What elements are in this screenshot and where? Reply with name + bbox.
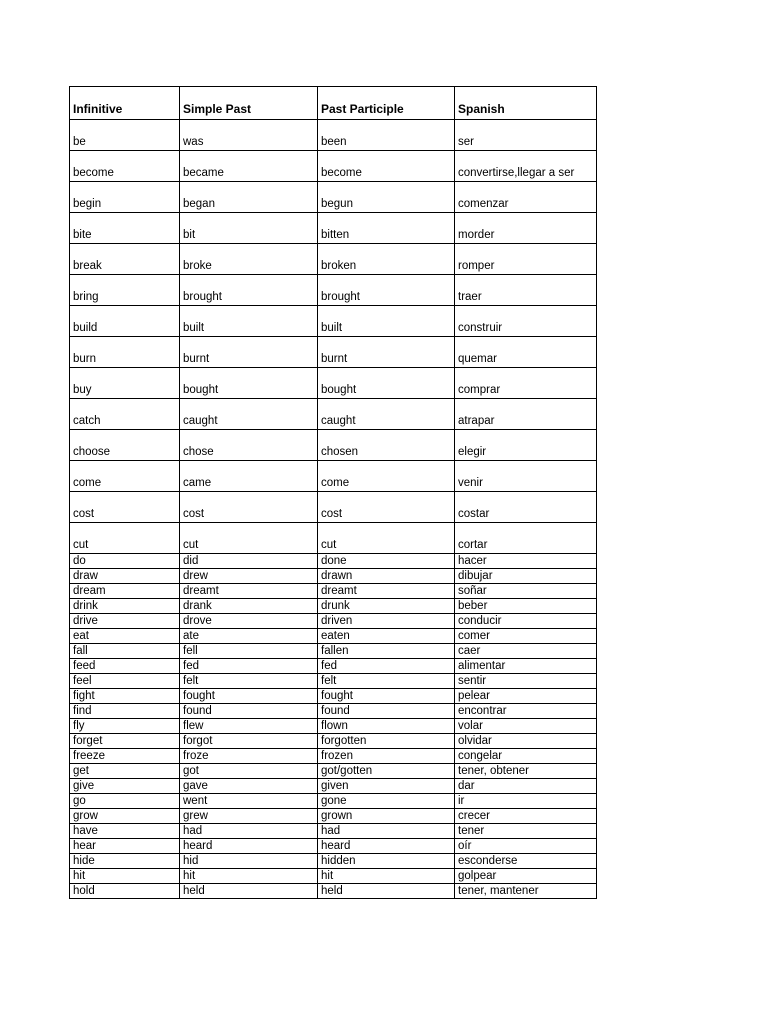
simple-past-cell: began [180, 182, 318, 213]
simple-past-cell: dreamt [180, 584, 318, 599]
spanish-cell: convertirse,llegar a ser [455, 151, 597, 182]
spanish-cell: esconderse [455, 854, 597, 869]
table-row [70, 629, 597, 644]
spanish-cell: tener, obtener [455, 764, 597, 779]
spanish-cell: comer [455, 629, 597, 644]
infinitive-cell: forget [70, 734, 180, 749]
infinitive-cell: break [70, 244, 180, 275]
spanish-cell: ser [455, 120, 597, 151]
spanish-cell: comenzar [455, 182, 597, 213]
past-participle-cell: broken [318, 244, 455, 275]
table-row [70, 794, 597, 809]
simple-past-cell: chose [180, 430, 318, 461]
simple-past-cell: was [180, 120, 318, 151]
spanish-cell: ir [455, 794, 597, 809]
past-participle-cell: grown [318, 809, 455, 824]
infinitive-cell: bite [70, 213, 180, 244]
infinitive-cell: do [70, 554, 180, 569]
spanish-cell: golpear [455, 869, 597, 884]
past-participle-cell: done [318, 554, 455, 569]
infinitive-cell: have [70, 824, 180, 839]
table-row [70, 824, 597, 839]
infinitive-cell: hear [70, 839, 180, 854]
past-participle-cell: chosen [318, 430, 455, 461]
past-participle-cell: cut [318, 523, 455, 554]
infinitive-cell: burn [70, 337, 180, 368]
past-participle-cell: had [318, 824, 455, 839]
table-row [70, 644, 597, 659]
infinitive-cell: cut [70, 523, 180, 554]
table-row [70, 614, 597, 629]
infinitive-cell: eat [70, 629, 180, 644]
infinitive-cell: become [70, 151, 180, 182]
table-row [70, 704, 597, 719]
infinitive-cell: give [70, 779, 180, 794]
table-row [70, 492, 597, 523]
infinitive-cell: cost [70, 492, 180, 523]
simple-past-cell: ate [180, 629, 318, 644]
table-row [70, 569, 597, 584]
simple-past-cell: fed [180, 659, 318, 674]
past-participle-cell: fallen [318, 644, 455, 659]
simple-past-cell: cost [180, 492, 318, 523]
spanish-cell: conducir [455, 614, 597, 629]
past-participle-cell: begun [318, 182, 455, 213]
past-participle-cell: been [318, 120, 455, 151]
infinitive-cell: buy [70, 368, 180, 399]
past-participle-cell: given [318, 779, 455, 794]
table-row [70, 749, 597, 764]
verb-table [69, 86, 597, 899]
simple-past-cell: built [180, 306, 318, 337]
infinitive-cell: fight [70, 689, 180, 704]
spanish-cell: venir [455, 461, 597, 492]
simple-past-cell: found [180, 704, 318, 719]
spanish-cell: romper [455, 244, 597, 275]
table-row [70, 599, 597, 614]
spanish-cell: olvidar [455, 734, 597, 749]
spanish-cell: atrapar [455, 399, 597, 430]
past-participle-cell: caught [318, 399, 455, 430]
table-row [70, 120, 597, 151]
infinitive-cell: freeze [70, 749, 180, 764]
table-row [70, 809, 597, 824]
past-participle-cell: heard [318, 839, 455, 854]
spanish-cell: encontrar [455, 704, 597, 719]
past-participle-cell: burnt [318, 337, 455, 368]
table-row [70, 839, 597, 854]
infinitive-cell: drink [70, 599, 180, 614]
spanish-cell: elegir [455, 430, 597, 461]
table-header [70, 87, 597, 120]
spanish-cell: tener, mantener [455, 884, 597, 899]
spanish-cell: caer [455, 644, 597, 659]
simple-past-cell: came [180, 461, 318, 492]
table-row [70, 779, 597, 794]
simple-past-cell: got [180, 764, 318, 779]
table-row [70, 689, 597, 704]
simple-past-cell: hid [180, 854, 318, 869]
header-spanish: Spanish [455, 87, 597, 120]
header-simple-past: Simple Past [180, 87, 318, 120]
infinitive-cell: hold [70, 884, 180, 899]
past-participle-cell: drawn [318, 569, 455, 584]
table-row [70, 430, 597, 461]
table-row [70, 764, 597, 779]
infinitive-cell: come [70, 461, 180, 492]
header-infinitive: Infinitive [70, 87, 180, 120]
table-row [70, 869, 597, 884]
past-participle-cell: found [318, 704, 455, 719]
simple-past-cell: heard [180, 839, 318, 854]
infinitive-cell: catch [70, 399, 180, 430]
past-participle-cell: hit [318, 869, 455, 884]
infinitive-cell: find [70, 704, 180, 719]
simple-past-cell: cut [180, 523, 318, 554]
simple-past-cell: broke [180, 244, 318, 275]
infinitive-cell: fly [70, 719, 180, 734]
spanish-cell: traer [455, 275, 597, 306]
spanish-cell: beber [455, 599, 597, 614]
past-participle-cell: brought [318, 275, 455, 306]
spanish-cell: alimentar [455, 659, 597, 674]
past-participle-cell: felt [318, 674, 455, 689]
past-participle-cell: become [318, 151, 455, 182]
simple-past-cell: fell [180, 644, 318, 659]
past-participle-cell: eaten [318, 629, 455, 644]
spanish-cell: comprar [455, 368, 597, 399]
table-body [70, 120, 597, 899]
spanish-cell: quemar [455, 337, 597, 368]
past-participle-cell: come [318, 461, 455, 492]
infinitive-cell: fall [70, 644, 180, 659]
simple-past-cell: forgot [180, 734, 318, 749]
simple-past-cell: felt [180, 674, 318, 689]
table-row [70, 584, 597, 599]
spanish-cell: pelear [455, 689, 597, 704]
simple-past-cell: hit [180, 869, 318, 884]
table-row [70, 337, 597, 368]
simple-past-cell: bit [180, 213, 318, 244]
table-row [70, 884, 597, 899]
infinitive-cell: draw [70, 569, 180, 584]
infinitive-cell: feel [70, 674, 180, 689]
spanish-cell: crecer [455, 809, 597, 824]
table-row [70, 213, 597, 244]
infinitive-cell: get [70, 764, 180, 779]
header-past-participle: Past Participle [318, 87, 455, 120]
spanish-cell: cortar [455, 523, 597, 554]
infinitive-cell: build [70, 306, 180, 337]
table-row [70, 182, 597, 213]
past-participle-cell: dreamt [318, 584, 455, 599]
past-participle-cell: built [318, 306, 455, 337]
simple-past-cell: caught [180, 399, 318, 430]
table-row [70, 854, 597, 869]
past-participle-cell: bought [318, 368, 455, 399]
table-row [70, 399, 597, 430]
header-row [70, 87, 597, 120]
past-participle-cell: fed [318, 659, 455, 674]
past-participle-cell: held [318, 884, 455, 899]
spanish-cell: sentir [455, 674, 597, 689]
simple-past-cell: fought [180, 689, 318, 704]
spanish-cell: dar [455, 779, 597, 794]
past-participle-cell: drunk [318, 599, 455, 614]
past-participle-cell: fought [318, 689, 455, 704]
past-participle-cell: got/gotten [318, 764, 455, 779]
simple-past-cell: drew [180, 569, 318, 584]
infinitive-cell: go [70, 794, 180, 809]
past-participle-cell: bitten [318, 213, 455, 244]
simple-past-cell: brought [180, 275, 318, 306]
simple-past-cell: became [180, 151, 318, 182]
table-row [70, 523, 597, 554]
simple-past-cell: gave [180, 779, 318, 794]
simple-past-cell: burnt [180, 337, 318, 368]
table-row [70, 275, 597, 306]
past-participle-cell: cost [318, 492, 455, 523]
infinitive-cell: hide [70, 854, 180, 869]
past-participle-cell: frozen [318, 749, 455, 764]
infinitive-cell: feed [70, 659, 180, 674]
infinitive-cell: hit [70, 869, 180, 884]
simple-past-cell: drank [180, 599, 318, 614]
simple-past-cell: drove [180, 614, 318, 629]
spanish-cell: costar [455, 492, 597, 523]
infinitive-cell: dream [70, 584, 180, 599]
simple-past-cell: did [180, 554, 318, 569]
table-row [70, 368, 597, 399]
table-row [70, 244, 597, 275]
infinitive-cell: begin [70, 182, 180, 213]
table-row [70, 719, 597, 734]
table-row [70, 554, 597, 569]
spanish-cell: morder [455, 213, 597, 244]
infinitive-cell: drive [70, 614, 180, 629]
table-row [70, 306, 597, 337]
spanish-cell: oír [455, 839, 597, 854]
infinitive-cell: bring [70, 275, 180, 306]
simple-past-cell: grew [180, 809, 318, 824]
past-participle-cell: hidden [318, 854, 455, 869]
simple-past-cell: had [180, 824, 318, 839]
spanish-cell: congelar [455, 749, 597, 764]
spanish-cell: construir [455, 306, 597, 337]
table-row [70, 151, 597, 182]
infinitive-cell: be [70, 120, 180, 151]
table-row [70, 461, 597, 492]
past-participle-cell: gone [318, 794, 455, 809]
simple-past-cell: bought [180, 368, 318, 399]
simple-past-cell: held [180, 884, 318, 899]
past-participle-cell: driven [318, 614, 455, 629]
simple-past-cell: froze [180, 749, 318, 764]
spanish-cell: volar [455, 719, 597, 734]
infinitive-cell: grow [70, 809, 180, 824]
table-row [70, 734, 597, 749]
table-row [70, 674, 597, 689]
past-participle-cell: flown [318, 719, 455, 734]
spanish-cell: hacer [455, 554, 597, 569]
simple-past-cell: went [180, 794, 318, 809]
past-participle-cell: forgotten [318, 734, 455, 749]
simple-past-cell: flew [180, 719, 318, 734]
spanish-cell: tener [455, 824, 597, 839]
infinitive-cell: choose [70, 430, 180, 461]
spanish-cell: soñar [455, 584, 597, 599]
spanish-cell: dibujar [455, 569, 597, 584]
table-row [70, 659, 597, 674]
